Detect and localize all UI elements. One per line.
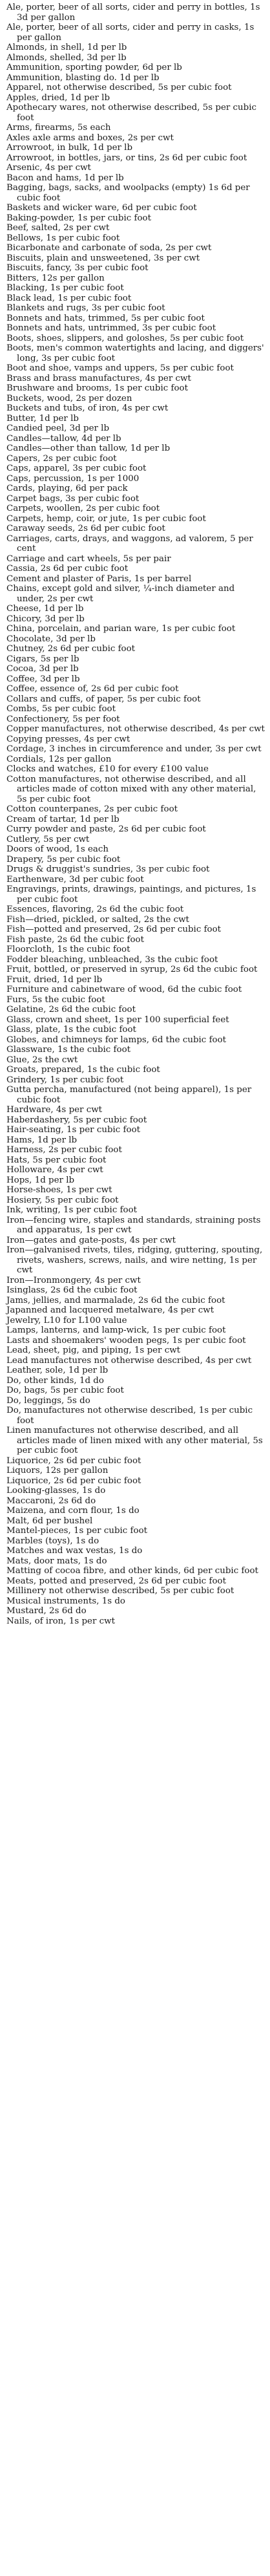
tariff-entry: Brushware and brooms, 1s per cubic foot [6, 383, 189, 393]
tariff-entry: Beef, salted, 2s per cwt [6, 223, 110, 233]
tariff-entry: Furs, 5s the cubic foot [6, 994, 105, 1005]
tariff-entry: Gelatine, 2s 6d the cubic foot [6, 1005, 136, 1014]
tariff-entry: Carpet bags, 3s per cubic foot [6, 493, 140, 504]
tariff-entry: Almonds, shelled, 3d per lb [6, 52, 127, 63]
tariff-entry: Liquorice, 2s 6d per cubic foot [6, 1476, 141, 1486]
tariff-entry: Drapery, 5s per cubic foot [6, 854, 121, 864]
tariff-entry: Horse-shoes, 1s per cwt [6, 1185, 112, 1195]
tariff-entry: Blacking, 1s per cubic foot [6, 283, 124, 293]
tariff-entry: Mats, door mats, 1s do [6, 1556, 107, 1566]
tariff-entry: Lamps, lanterns, and lamp-wick, 1s per cubic foot [6, 1326, 226, 1335]
tariff-entry: Bonnets and hats, trimmed, 5s per cubic foot [6, 313, 205, 323]
tariff-entry: Glue, 2s the cwt [6, 1055, 78, 1065]
tariff-entry: Isinglass, 2s 6d the cubic foot [6, 1285, 138, 1295]
tariff-entry: Grindery, 1s per cubic foot [6, 1075, 124, 1085]
tariff-entry: Coffee, 3d per lb [6, 674, 80, 684]
tariff-entry: Cotton manufactures, not otherwise described, and all articles made of cotton mixed with any other material, 5s per cubic foot [6, 774, 256, 804]
tariff-entry: Candles—other than tallow, 1d per lb [6, 444, 171, 453]
tariff-entry: Apples, dried, 1d per lb [6, 92, 110, 103]
tariff-entry: Iron—gates and gate-posts, 4s per cwt [6, 1235, 176, 1245]
tariff-entry: Boots, shoes, slippers, and goloshes, 5s per cubic foot [6, 333, 244, 343]
tariff-entry: Malt, 6d per bushel [6, 1516, 93, 1526]
tariff-entry: Bagging, bags, sacks, and woolpacks (empty) 1s 6d per cubic foot [6, 183, 250, 203]
tariff-entry: Matches and wax vestas, 1s do [6, 1546, 143, 1556]
tariff-entry: Glass, crown and sheet, 1s per 100 superficial feet [6, 1014, 229, 1025]
tariff-entry: Cement and plaster of Paris, 1s per barrel [6, 574, 192, 584]
tariff-entry: Apothecary wares, not otherwise described, 5s per cubic foot [6, 103, 257, 123]
tariff-entry: Ale, porter, beer of all sorts, cider and perry in bottles, 1s 3d per gallon [6, 3, 260, 23]
tariff-entry: Musical instruments, 1s do [6, 1596, 125, 1606]
tariff-entry: Butter, 1d per lb [6, 413, 79, 424]
tariff-entry: Arrowroot, in bulk, 1d per lb [6, 143, 133, 153]
tariff-entry: Ammunition, sporting powder, 6d per lb [6, 63, 182, 72]
tariff-entry: Cordage, 3 inches in circumference and under, 3s per cwt [6, 744, 262, 754]
tariff-entry: Iron—galvanised rivets, tiles, ridging, guttering, spouting, rivets, washers, screws, nails, and wire netting, 1s per cwt [6, 1245, 263, 1275]
tariff-entry: Confectionery, 5s per foot [6, 714, 120, 724]
tariff-entry: Mustard, 2s 6d do [6, 1606, 87, 1616]
tariff-entry: Haberdashery, 5s per cubic foot [6, 1115, 147, 1125]
tariff-entry: Gutta percha, manufactured (not being apparel), 1s per cubic foot [6, 1085, 252, 1105]
tariff-entry: Cards, playing, 6d per pack [6, 484, 128, 493]
tariff-entry: Groats, prepared, 1s the cubic foot [6, 1065, 160, 1075]
tariff-entry: Carriages, carts, drays, and waggons, ad valorem, 5 per cent [6, 533, 253, 553]
tariff-entry: Bacon and hams, 1d per lb [6, 173, 124, 183]
tariff-entry: Carpets, hemp, coir, or jute, 1s per cubic foot [6, 513, 206, 524]
tariff-entry: Matting of cocoa fibre, and other kinds, 6d per cubic foot [6, 1566, 258, 1576]
tariff-entry: Hams, 1d per lb [6, 1135, 78, 1145]
tariff-entry: Boots, men's common watertights and lacing, and diggers' long, 3s per cubic foot [6, 343, 264, 363]
tariff-entry: Furniture and cabinetware of wood, 6d the cubic foot [6, 985, 242, 994]
tariff-entry: Fruit, bottled, or preserved in syrup, 2s 6d the cubic foot [6, 965, 258, 974]
tariff-entry: Cream of tartar, 1d per lb [6, 814, 119, 824]
tariff-entry: Apparel, not otherwise described, 5s per cubic foot [6, 83, 232, 92]
tariff-entry: Leather, sole, 1d per lb [6, 1366, 109, 1375]
tariff-entry: Candied peel, 3d per lb [6, 424, 110, 433]
tariff-entry: Chutney, 2s 6d per cubic foot [6, 644, 136, 654]
tariff-entry: Buckets, wood, 2s per dozen [6, 393, 132, 403]
tariff-entry: Fish—dried, pickled, or salted, 2s the cwt [6, 914, 189, 925]
tariff-entry: Collars and cuffs, of paper, 5s per cubic foot [6, 694, 201, 704]
tariff-entry: China, porcelain, and parian ware, 1s per cubic foot [6, 624, 236, 634]
tariff-entry: Maizena, and corn flour, 1s do [6, 1506, 140, 1516]
tariff-entry: Doors of wood, 1s each [6, 844, 109, 854]
tariff-entry: Iron—fencing wire, staples and standards, straining posts and apparatus, 1s per cwt [6, 1215, 261, 1235]
tariff-entry: Combs, 5s per cubic foot [6, 704, 116, 714]
tariff-entry: Cordials, 12s per gallon [6, 754, 112, 764]
tariff-entry: Cocoa, 3d per lb [6, 664, 79, 674]
tariff-entry: Glass, plate, 1s the cubic foot [6, 1025, 136, 1035]
tariff-entry: Earthenware, 3d per cubic foot [6, 874, 144, 885]
tariff-entry: Glassware, 1s the cubic foot [6, 1045, 131, 1055]
tariff-entry: Hats, 5s per cubic foot [6, 1155, 107, 1165]
tariff-entry: Do, manufactures not otherwise described, 1s per cubic foot [6, 1406, 253, 1426]
tariff-entry: Almonds, in shell, 1d per lb [6, 43, 127, 52]
tariff-entry: Buckets and tubs, of iron, 4s per cwt [6, 403, 169, 413]
tariff-entry: Liquors, 12s per gallon [6, 1466, 109, 1476]
tariff-entry: Ink, writing, 1s per cubic foot [6, 1205, 138, 1215]
tariff-entry: Ammunition, blasting do. 1d per lb [6, 72, 160, 83]
tariff-entry: Caps, apparel, 3s per cubic foot [6, 464, 147, 473]
tariff-entry: Liquorice, 2s 6d per cubic foot [6, 1455, 141, 1466]
tariff-entry: Brass and brass manufactures, 4s per cwt [6, 373, 191, 383]
tariff-entry: Holloware, 4s per cwt [6, 1165, 103, 1175]
tariff-entry: Copying presses, 4s per cwt [6, 734, 130, 744]
tariff-entry: Marbles (toys), 1s do [6, 1536, 99, 1546]
tariff-entry: Fruit, dried, 1d per lb [6, 974, 103, 985]
tariff-entry: Fish—potted and preserved, 2s 6d per cubic foot [6, 925, 222, 934]
tariff-entry: Fish paste, 2s 6d the cubic foot [6, 934, 144, 945]
tariff-entry: Curry powder and paste, 2s 6d per cubic foot [6, 824, 206, 834]
tariff-entry: Arms, firearms, 5s each [6, 123, 111, 133]
tariff-entry: Carriage and cart wheels, 5s per pair [6, 553, 171, 564]
tariff-entry: Globes, and chimneys for lamps, 6d the cubic foot [6, 1035, 227, 1045]
tariff-entry: Chocolate, 3d per lb [6, 634, 96, 644]
tariff-entry: Cutlery, 5s per cwt [6, 834, 90, 844]
tariff-entry: Caps, percussion, 1s per 1000 [6, 473, 140, 484]
tariff-entry: Cheese, 1d per lb [6, 604, 84, 614]
tariff-entry: Carpets, woollen, 2s per cubic foot [6, 504, 160, 513]
tariff-entry: Coffee, essence of, 2s 6d per cubic foot [6, 684, 179, 694]
tariff-entry: Cassia, 2s 6d per cubic foot [6, 564, 129, 574]
tariff-entry: Biscuits, fancy, 3s per cubic foot [6, 263, 149, 273]
tariff-entry: Meats, potted and preserved, 2s 6d per cubic foot [6, 1576, 226, 1586]
tariff-entry: Engravings, prints, drawings, paintings, and pictures, 1s per cubic foot [6, 885, 256, 905]
tariff-entry: Essences, flavoring, 2s 6d the cubic foot [6, 905, 184, 914]
tariff-entry: Jams, jellies, and marmalade, 2s 6d the cubic foot [6, 1295, 225, 1305]
tariff-entry: Hops, 1d per lb [6, 1175, 75, 1185]
tariff-entry: Jewelry, L10 for L100 value [6, 1315, 127, 1326]
tariff-entry: Drugs & druggist's sundries, 3s per cubic foot [6, 864, 210, 874]
tariff-entry: Lasts and shoemakers' wooden pegs, 1s per cubic foot [6, 1335, 246, 1346]
tariff-entry: Hosiery, 5s per cubic foot [6, 1195, 119, 1205]
tariff-entry: Hardware, 4s per cwt [6, 1105, 103, 1115]
tariff-entry: Looking-glasses, 1s do [6, 1486, 106, 1496]
tariff-entry: Ale, porter, beer of all sorts, cider and perry in casks, 1s per gallon [6, 23, 254, 43]
tariff-entry: Cotton counterpanes, 2s per cubic foot [6, 804, 178, 814]
tariff-entry: Nails, of iron, 1s per cwt [6, 1616, 115, 1626]
tariff-entry: Do, leggings, 5s do [6, 1395, 90, 1406]
tariff-entry: Biscuits, plain and unsweetened, 3s per cwt [6, 253, 200, 263]
tariff-entry: Fodder bleaching, unbleached, 3s the cubic foot [6, 954, 218, 965]
tariff-entry: Do, bags, 5s per cubic foot [6, 1386, 124, 1395]
tariff-entry: Axles axle arms and boxes, 2s per cwt [6, 133, 174, 143]
tariff-entry: Floorcloth, 1s the cubic foot [6, 945, 130, 954]
tariff-entry: Lead, sheet, pig, and piping, 1s per cwt [6, 1346, 181, 1355]
tariff-entry: Cigars, 5s per lb [6, 654, 79, 664]
tariff-entry: Capers, 2s per cubic foot [6, 453, 117, 464]
tariff-entry: Harness, 2s per cubic foot [6, 1145, 122, 1155]
tariff-entry: Maccaroni, 2s 6d do [6, 1496, 96, 1506]
tariff-entry: Iron—Ironmongery, 4s per cwt [6, 1275, 141, 1285]
tariff-entry: Linen manufactures not otherwise described, and all articles made of linen mixed with any other material, 5s per cubic foot [6, 1426, 263, 1455]
tariff-entry: Bicarbonate and carbonate of soda, 2s per cwt [6, 243, 212, 253]
tariff-entry: Chicory, 3d per lb [6, 614, 85, 624]
tariff-entry: Copper manufactures, not otherwise described, 4s per cwt [6, 724, 265, 734]
tariff-entry: Bitters, 12s per gallon [6, 273, 105, 283]
tariff-entry: Bellows, 1s per cubic foot [6, 233, 120, 243]
tariff-entry: Baskets and wicker ware, 6d per cubic foot [6, 203, 197, 213]
tariff-entry: Boot and shoe, vamps and uppers, 5s per cubic foot [6, 363, 234, 373]
tariff-entry: Blankets and rugs, 3s per cubic foot [6, 303, 165, 313]
tariff-entry: Bonnets and hats, untrimmed, 3s per cubic foot [6, 323, 216, 333]
tariff-entry: Black lead, 1s per cubic foot [6, 293, 132, 303]
tariff-entry: Baking-powder, 1s per cubic foot [6, 213, 151, 223]
tariff-entry: Clocks and watches, £10 for every £100 value [6, 764, 209, 774]
tariff-entry: Japanned and lacquered metalware, 4s per cwt [6, 1305, 214, 1315]
tariff-entry: Chains, except gold and silver, ¼-inch diameter and under, 2s per cwt [6, 584, 235, 604]
tariff-entry: Candles—tallow, 4d per lb [6, 433, 121, 444]
tariff-entry: Caraway seeds, 2s 6d per cubic foot [6, 524, 165, 533]
tariff-entry: Mantel-pieces, 1s per cubic foot [6, 1526, 148, 1536]
tariff-entry: Do, other kinds, 1d do [6, 1375, 104, 1386]
tariff-entry: Millinery not otherwise described, 5s per cubic foot [6, 1586, 234, 1596]
tariff-entry: Arrowroot, in bottles, jars, or tins, 2s 6d per cubic foot [6, 153, 247, 163]
tariff-list [6, 3, 265, 1626]
tariff-entry: Arsenic, 4s per cwt [6, 163, 91, 173]
tariff-entry: Lead manufactures not otherwise described, 4s per cwt [6, 1355, 252, 1366]
tariff-entry: Hair-seating, 1s per cubic foot [6, 1125, 141, 1135]
